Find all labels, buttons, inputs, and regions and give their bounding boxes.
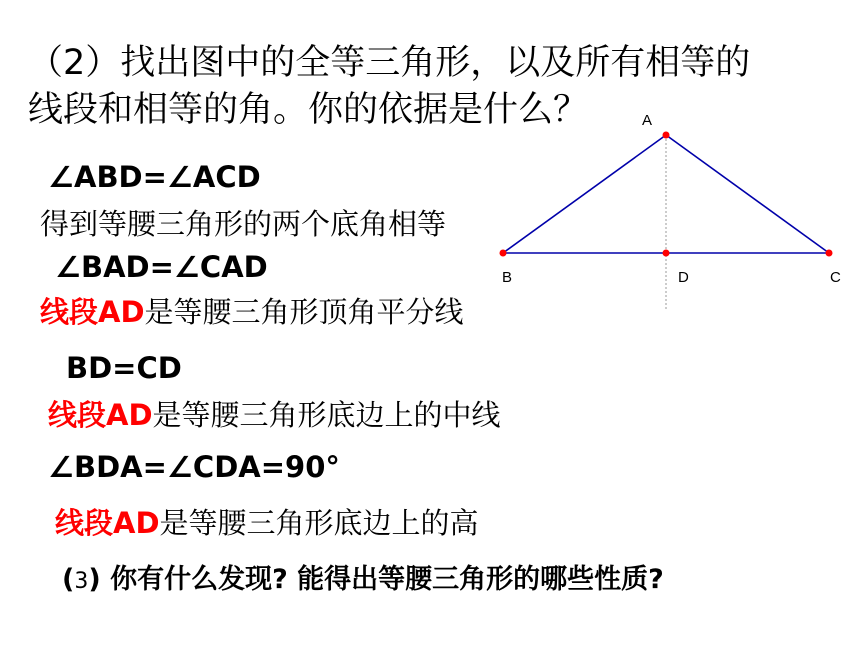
reason-base-angles-equal: 得到等腰三角形的两个底角相等 [40,207,447,241]
equation-angle-bda-cda-90: ∠BDA=∠CDA=90° [48,450,340,484]
question-2-line-1: （2）找出图中的全等三角形，以及所有相等的 [28,43,751,83]
question-3-number: 3 [74,569,89,594]
point-c [826,250,833,257]
label-b: B [502,269,513,286]
question-2-line-2: 线段和相等的角。你的依据是什么？ [28,90,589,130]
reason-altitude-text: 是等腰三角形底边上的高 [159,506,479,540]
segment-ad-label: 线段AD [55,506,160,540]
point-d [663,250,670,257]
label-c: C [830,269,841,286]
segment-ad-label: 线段AD [48,398,153,432]
point-b [500,250,507,257]
equation-angle-abd-acd: ∠ABD=∠ACD [48,160,261,194]
label-a: A [642,112,653,129]
question-3-text: 你有什么发现? 能得出等腰三角形的哪些性质? [100,564,664,595]
side-ac [666,135,829,253]
segment-ad-label: 线段AD [40,295,145,329]
question-3-paren-close: ) [88,564,101,595]
label-d: D [678,269,689,286]
reason-angle-bisector-text: 是等腰三角形顶角平分线 [144,295,464,329]
equation-angle-bad-cad: ∠BAD=∠CAD [55,250,268,284]
question-3-paren-open: ( [62,564,75,595]
side-ab [503,135,666,253]
reason-median-text: 是等腰三角形底边上的中线 [152,398,501,432]
equation-bd-cd: BD=CD [66,351,182,385]
point-a [663,132,670,139]
